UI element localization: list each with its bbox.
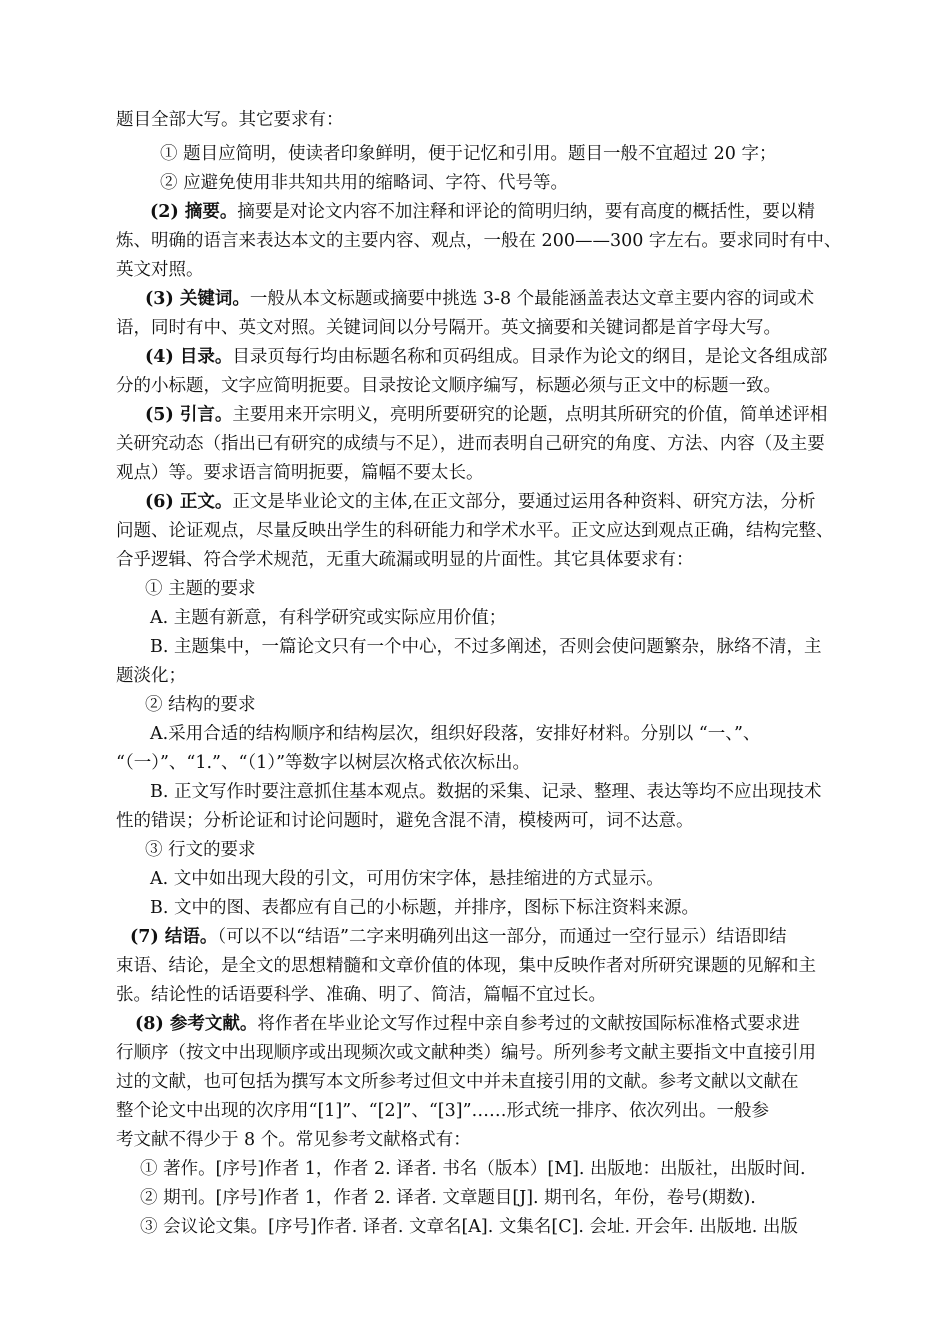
text-line: 束语、结论，是全文的思想精髓和文章价值的体现，集中反映作者对所研究课题的见解和主 <box>116 956 816 976</box>
text-line: 性的错误；分析论证和讨论问题时，避免含混不清，模棱两可，词不达意。 <box>116 811 694 831</box>
section-text: 目录页每行均由标题名称和页码组成。目录作为论文的纲目，是论文各组成部 <box>232 347 828 367</box>
text-line: “（一）”、“1.”、“（1）”等数字以树层次格式依次标出。 <box>116 753 531 773</box>
reference-format-line: ② 期刊。[序号]作者 1，作者 2. 译者. 文章题目[J]. 期刊名，年份，卷号(期数). <box>140 1188 756 1208</box>
text-line: 考文献不得少于 8 个。常见参考文献格式有： <box>116 1130 471 1150</box>
text-line: B. 文中的图、表都应有自己的小标题，并排序，图标下标注资料来源。 <box>150 898 699 918</box>
text-line: 行顺序（按文中出现顺序或出现频次或文献种类）编号。所列参考文献主要指文中直接引用 <box>116 1043 816 1063</box>
section-conclusion <box>130 926 786 948</box>
section-introduction <box>145 404 827 426</box>
section-keywords <box>145 288 814 310</box>
section-text: 正文是毕业论文的主体,在正文部分，要通过运用各种资料、研究方法，分析 <box>232 492 816 512</box>
text-line: 语，同时有中、英文对照。关键词间以分号隔开。英文摘要和关键词都是首字母大写。 <box>116 318 781 338</box>
text-line: 过的文献，也可包括为撰写本文所参考过但文中并未直接引用的文献。参考文献以文献在 <box>116 1072 799 1092</box>
section-heading: (8) 参考文献。 <box>135 1014 258 1034</box>
text-line: 关研究动态（指出已有研究的成绩与不足），进而表明自己研究的角度、方法、内容（及主要 <box>116 434 825 454</box>
section-text: 摘要是对论文内容不加注释和评论的简明归纳，要有高度的概括性，要以精 <box>237 202 815 222</box>
reference-format-line: ① 著作。[序号]作者 1，作者 2. 译者. 书名（版本）[M]. 出版地：出版社，出版时间. <box>140 1159 806 1179</box>
section-heading: (4) 目录。 <box>145 347 233 367</box>
text-line: 整个论文中出现的次序用“[1]”、“[2]”、“[3]”……形式统一排序、依次列出。一般参 <box>116 1101 770 1121</box>
section-toc <box>145 346 827 368</box>
text-line: A.采用合适的结构顺序和结构层次，组织好段落，安排好材料。分别以 “一、”、 <box>150 724 761 744</box>
text-line: 炼、明确的语言来表达本文的主要内容、观点，一般在 200——300 字左右。要求同时有中、 <box>116 231 842 251</box>
text-line: ① 主题的要求 <box>145 579 256 599</box>
text-line: 英文对照。 <box>116 260 204 280</box>
section-text: （可以不以“结语”二字来明确列出这一部分，而通过一空行显示）结语即结 <box>217 927 787 947</box>
text-line: 张。结论性的话语要科学、准确、明了、简洁，篇幅不宜过长。 <box>116 985 606 1005</box>
text-line: A. 文中如出现大段的引文，可用仿宋字体，悬挂缩进的方式显示。 <box>150 869 664 889</box>
text-line: 合乎逻辑、符合学术规范，无重大疏漏或明显的片面性。其它具体要求有： <box>116 550 694 570</box>
section-heading: (3) 关键词。 <box>145 289 250 309</box>
text-line: 问题、论证观点，尽量反映出学生的科研能力和学术水平。正文应达到观点正确，结构完整、 <box>116 521 834 541</box>
section-heading: (2) 摘要。 <box>150 202 238 222</box>
section-heading: (7) 结语。 <box>130 927 218 947</box>
text-line: ② 应避免使用非共知共用的缩略词、字符、代号等。 <box>160 173 569 193</box>
section-abstract <box>150 201 815 223</box>
text-line: 题目全部大写。其它要求有： <box>116 110 344 130</box>
reference-format-line: ③ 会议论文集。[序号]作者. 译者. 文章名[A]. 文集名[C]. 会址. 开会年. 出版地. 出版 <box>140 1217 798 1237</box>
text-line: 分的小标题，文字应简明扼要。目录按论文顺序编写，标题必须与正文中的标题一致。 <box>116 376 781 396</box>
section-references <box>135 1013 800 1035</box>
section-text: 将作者在毕业论文写作过程中亲自参考过的文献按国际标准格式要求进 <box>257 1014 800 1034</box>
text-line: A. 主题有新意，有科学研究或实际应用价值； <box>150 608 507 628</box>
text-line: ② 结构的要求 <box>145 695 256 715</box>
text-line: ① 题目应简明，使读者印象鲜明，便于记忆和引用。题目一般不宜超过 20 字； <box>160 144 777 164</box>
text-line: 观点）等。要求语言简明扼要，篇幅不要太长。 <box>116 463 484 483</box>
section-text: 主要用来开宗明义，亮明所要研究的论题，点明其所研究的价值，简单述评相 <box>232 405 828 425</box>
text-line: 题淡化； <box>116 666 186 686</box>
text-line: ③ 行文的要求 <box>145 840 256 860</box>
section-text: 一般从本文标题或摘要中挑选 3-8 个最能涵盖表达文章主要内容的词或术 <box>249 289 815 309</box>
section-heading: (5) 引言。 <box>145 405 233 425</box>
section-heading: (6) 正文。 <box>145 492 233 512</box>
text-line: B. 正文写作时要注意抓住基本观点。数据的采集、记录、整理、表达等均不应出现技术 <box>150 782 822 802</box>
text-line: B. 主题集中，一篇论文只有一个中心，不过多阐述，否则会使问题繁杂，脉络不清，主 <box>150 637 822 657</box>
section-body <box>145 491 815 513</box>
